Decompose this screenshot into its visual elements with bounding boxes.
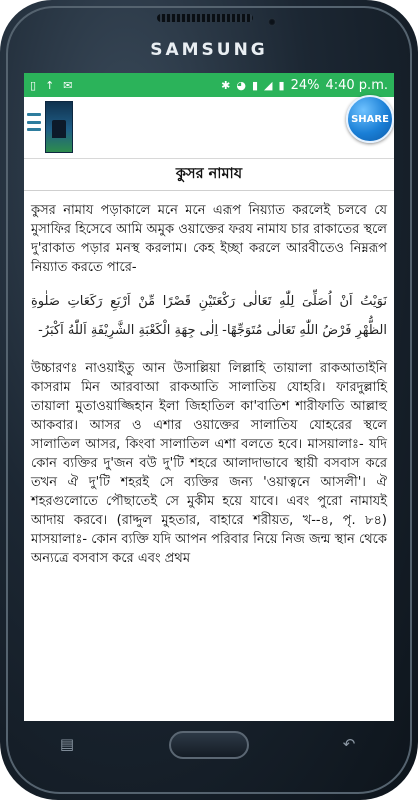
- mail-icon: ✉: [63, 78, 73, 92]
- battery-percent: 24%: [290, 77, 320, 93]
- screen: [24, 73, 394, 721]
- arabic-niyyat: نَوَيْتُ اَنْ اُصَلِّىَ لِلّٰهِ تَعَالٰى رَكْعَتَيْنِ قَصْرًا مِّنْ اَرْبَعِ رَكَعَاتِ صَلٰوةِ الظُّهْرِ فَرْضُ اللّٰهِ تَعَالٰى مُتَوَجِّهًا- اِلٰى جِهَةِ الْكَعْبَةِ الشَّرِيْفَةِ اَللّٰهُ اَكْبَرُ-: [31, 294, 387, 338]
- article-header: [24, 159, 394, 191]
- menu-icon[interactable]: [27, 113, 41, 131]
- home-button[interactable]: [169, 731, 249, 759]
- clock: 4:40 p.m.: [325, 77, 388, 93]
- message-icon: ▯: [30, 78, 37, 92]
- body-paragraph: উচ্চারণঃ নাওয়াইতু আন উসাল্লিয়া লিল্লাহি তায়ালা রাকআতাইনি কাসরাম মিন আরবাআ রাকআতি সালাতিয় যোহরি। ফারদুল্লাহি তায়ালা মুতাওয়াজ্জিহান ইলা জিহাতিল কা'বাতিশ শারীফাতি আল্লাহু আকবার। আসর ও এশার ওয়াক্তের সালাতিয যোহরের স্থলে সালাতিল আসর, কিংবা সালাতিল এশা বলতে হবে। মাসয়ালাঃ- যদি কোন ব্যক্তির দু'জন বউ দু'টি শহরে আলাদাভাবে স্থায়ী বসবাস করে তখন ঐ দু'টি শহরই সে ব্যক্তির জন্য 'ওয়াত্বনে আসলী'। ঐ শহরগুলোতে পৌছাতেই সে মুকীম হয়ে যাবে। এবং পুরো নামাযই আদায় করবে। (রাদ্দুল মুহতার, বাহারে শরীয়ত, খ--৪, পৃ. ৮৪) মাসয়ালাঃ- কোন ব্যক্তি যদি আপন পরিবার নিয়ে নিজ জন্ম স্থান থেকে অন্যত্রে বসবাস করে এবং প্রথম: [31, 361, 387, 566]
- share-button[interactable]: SHARE: [346, 95, 394, 143]
- upload-icon: ↑: [45, 78, 55, 92]
- back-icon[interactable]: ↶: [342, 735, 356, 753]
- wifi-icon: ◕: [236, 78, 246, 92]
- app-bar: [24, 97, 394, 159]
- hardware-keys: [24, 721, 394, 800]
- sim-icon: ▮: [251, 78, 259, 92]
- status-bar: [24, 73, 394, 97]
- recent-apps-icon[interactable]: ▤: [59, 735, 75, 753]
- battery-icon: ▮: [278, 78, 285, 92]
- article: [24, 159, 394, 568]
- signal-icon: ◢: [264, 78, 273, 92]
- bluetooth-icon: ✱: [221, 78, 231, 92]
- front-camera-icon: [268, 18, 276, 26]
- intro-paragraph: কুসর নামায পড়াকালে মনে মনে এরূপ নিয়্যাত করলেই চলবে যে মুসাফির হিসেবে আমি অমুক ওয়াক্তের ফরয নামায চার রাকাতের স্থলে দু'রাকাত পড়ার মনস্থ করলাম। কেহ ইচ্ছা করলে আরবীতেও নিম্নরূপ নিয়্যাত করতে পারে-: [31, 203, 387, 275]
- app-logo[interactable]: [45, 101, 73, 153]
- article-title: কুসর নামায: [175, 165, 243, 182]
- earpiece-speaker: [157, 14, 253, 22]
- device-brand: SAMSUNG: [150, 40, 268, 60]
